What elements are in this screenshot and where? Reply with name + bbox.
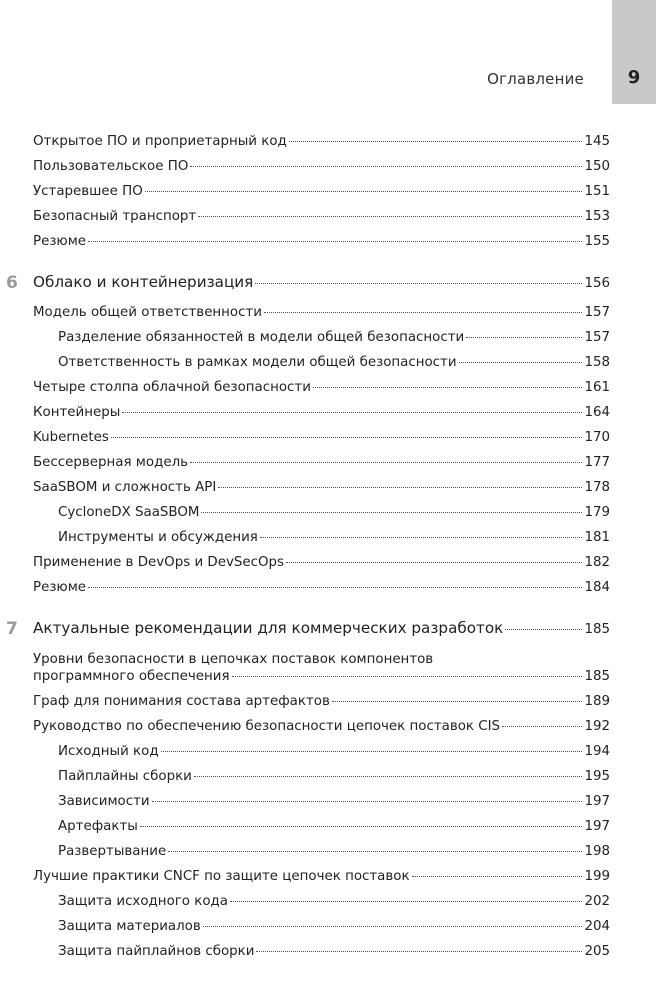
toc-subentry — [33, 919, 610, 944]
toc-entry-label: Четыре столпа облачной безопасности — [33, 380, 311, 395]
toc-entry-label: Защита материалов — [58, 919, 201, 934]
toc-entry-label: Модель общей ответственности — [33, 305, 262, 320]
toc-entry-label: Защита исходного кода — [58, 894, 228, 909]
toc-entry-label: Безопасный транспорт — [33, 209, 197, 224]
toc-entry — [33, 209, 610, 234]
toc-entry-label: Граф для понимания состава артефактов — [33, 694, 330, 709]
toc-entry-label-line1: Уровни безопасности в цепочках поставок компонентов — [33, 652, 434, 667]
toc-entry-page: 194 — [584, 744, 610, 759]
toc-entry-label: Пайплайны сборки — [58, 769, 192, 784]
toc-leader-dots — [161, 751, 583, 752]
toc-entry-label: Пользовательское ПО — [33, 159, 189, 174]
toc-entry — [33, 405, 610, 430]
toc-entry-page: 179 — [584, 505, 610, 520]
toc-entry-page: 197 — [584, 819, 610, 834]
toc-subentry — [33, 744, 610, 769]
toc-entry-page: 153 — [584, 209, 610, 224]
toc-leader-dots — [152, 801, 583, 802]
toc-subentry — [33, 819, 610, 844]
toc-leader-dots — [111, 437, 583, 438]
toc-entry-label: Артефакты — [58, 819, 138, 834]
toc-entry-label: Руководство по обеспечению безопасности цепочек поставок CIS — [33, 719, 501, 734]
toc-leader-dots — [230, 901, 582, 902]
toc-entry-label: Kubernetes — [33, 430, 109, 445]
toc-leader-dots — [264, 312, 582, 313]
toc-subentry — [33, 794, 610, 819]
toc-entry-page: 157 — [584, 330, 610, 345]
page-number-tab — [612, 0, 656, 104]
toc-leader-dots — [203, 926, 583, 927]
toc-entry-page: 178 — [584, 480, 610, 495]
chapter-page: 185 — [584, 622, 610, 637]
chapter-title: Актуальные рекомендации для коммерческих разработок — [33, 619, 504, 637]
toc-subentry — [33, 944, 610, 969]
toc-entry-label-line2: программного обеспечения — [33, 669, 230, 684]
toc-entry-label: Бессерверная модель — [33, 455, 189, 470]
toc-entry-label: Лучшие практики CNCF по защите цепочек поставок — [33, 869, 410, 884]
toc-entry-page: 192 — [584, 719, 610, 734]
toc-entry-page: 189 — [584, 694, 610, 709]
toc-subentry — [33, 505, 610, 530]
toc-entry-label: Исходный код — [58, 744, 159, 759]
toc-leader-dots — [313, 387, 583, 388]
toc-entry-line2 — [33, 669, 610, 694]
toc-entry — [33, 430, 610, 455]
toc-entry-label: Разделение обязанностей в модели общей безопасности — [58, 330, 465, 345]
toc-entry-page: 204 — [584, 919, 610, 934]
toc-entry — [33, 555, 610, 580]
toc-entry-label: Зависимости — [58, 794, 150, 809]
toc-leader-dots — [88, 587, 582, 588]
toc-entry-label: Инструменты и обсуждения — [58, 530, 258, 545]
toc-entry — [33, 694, 610, 719]
toc-subentry — [33, 355, 610, 380]
toc-entry-label: Устаревшее ПО — [33, 184, 143, 199]
toc-leader-dots — [255, 283, 582, 284]
toc-leader-dots — [201, 512, 582, 513]
toc-leader-dots — [412, 876, 583, 877]
toc-leader-dots — [459, 362, 583, 363]
toc-entry-page: 170 — [584, 430, 610, 445]
toc-leader-dots — [505, 629, 582, 630]
toc-entry-label: Резюме — [33, 234, 87, 249]
chapter-page: 156 — [584, 276, 610, 291]
toc-entry-page: 181 — [584, 530, 610, 545]
toc-leader-dots — [332, 701, 583, 702]
toc-leader-dots — [256, 951, 582, 952]
toc-subentry — [33, 769, 610, 794]
toc-entry-page: 205 — [584, 944, 610, 959]
running-header-title: Оглавление — [487, 70, 584, 88]
toc-subentry — [33, 330, 610, 355]
toc-subentry — [33, 530, 610, 555]
toc-leader-dots — [260, 537, 583, 538]
table-of-contents — [6, 134, 610, 969]
toc-entry-page: 198 — [584, 844, 610, 859]
toc-entry-label: Резюме — [33, 580, 87, 595]
toc-entry-page: 202 — [584, 894, 610, 909]
toc-entry — [33, 455, 610, 480]
toc-entry — [33, 651, 610, 694]
toc-leader-dots — [232, 676, 583, 677]
toc-entry-page: 185 — [584, 669, 610, 684]
toc-entry — [33, 184, 610, 209]
toc-entry-page: 195 — [584, 769, 610, 784]
toc-entry-page: 197 — [584, 794, 610, 809]
toc-entry-page: 151 — [584, 184, 610, 199]
toc-entry — [33, 159, 610, 184]
toc-leader-dots — [198, 216, 582, 217]
toc-leader-dots — [140, 826, 583, 827]
toc-subentry — [33, 894, 610, 919]
toc-leader-dots — [218, 487, 582, 488]
toc-entry — [33, 869, 610, 894]
toc-entry-page: 161 — [584, 380, 610, 395]
toc-entry-label: Развертывание — [58, 844, 167, 859]
chapter-number: 7 — [6, 619, 18, 639]
toc-entry — [33, 380, 610, 405]
toc-entry-label: Контейнеры — [33, 405, 121, 420]
toc-leader-dots — [122, 412, 582, 413]
toc-chapter-6 — [6, 273, 610, 301]
toc-entry-page: 177 — [584, 455, 610, 470]
toc-entry — [33, 234, 610, 259]
toc-entry-label: CycloneDX SaaSBOM — [58, 505, 200, 520]
toc-entry-page: 158 — [584, 355, 610, 370]
toc-entry-label: Применение в DevOps и DevSecOps — [33, 555, 285, 570]
toc-entry-page: 155 — [584, 234, 610, 249]
toc-entry-page: 184 — [584, 580, 610, 595]
toc-entry — [33, 134, 610, 159]
toc-leader-dots — [194, 776, 583, 777]
page-number: 9 — [627, 67, 641, 88]
toc-leader-dots — [168, 851, 582, 852]
toc-entry — [33, 580, 610, 605]
chapter-title: Облако и контейнеризация — [33, 273, 254, 291]
toc-leader-dots — [286, 562, 582, 563]
toc-entry-label: Защита пайплайнов сборки — [58, 944, 255, 959]
toc-leader-dots — [289, 141, 583, 142]
toc-entry-label: Открытое ПО и проприетарный код — [33, 134, 287, 149]
toc-entry-page: 157 — [584, 305, 610, 320]
toc-leader-dots — [88, 241, 582, 242]
toc-entry — [33, 719, 610, 744]
toc-entry — [33, 305, 610, 330]
toc-entry-page: 164 — [584, 405, 610, 420]
toc-chapter-7 — [6, 619, 610, 647]
toc-entry-page: 145 — [584, 134, 610, 149]
toc-entry-page: 182 — [584, 555, 610, 570]
toc-entry-page: 199 — [584, 869, 610, 884]
chapter-number: 6 — [6, 273, 18, 293]
toc-entry-page: 150 — [584, 159, 610, 174]
toc-leader-dots — [190, 166, 582, 167]
toc-entry-label: SaaSBOM и сложность API — [33, 480, 217, 495]
toc-entry — [33, 480, 610, 505]
toc-leader-dots — [466, 337, 582, 338]
toc-leader-dots — [502, 726, 582, 727]
toc-subentry — [33, 844, 610, 869]
toc-leader-dots — [145, 191, 583, 192]
toc-leader-dots — [190, 462, 582, 463]
toc-entry-label: Ответственность в рамках модели общей безопасности — [58, 355, 457, 370]
